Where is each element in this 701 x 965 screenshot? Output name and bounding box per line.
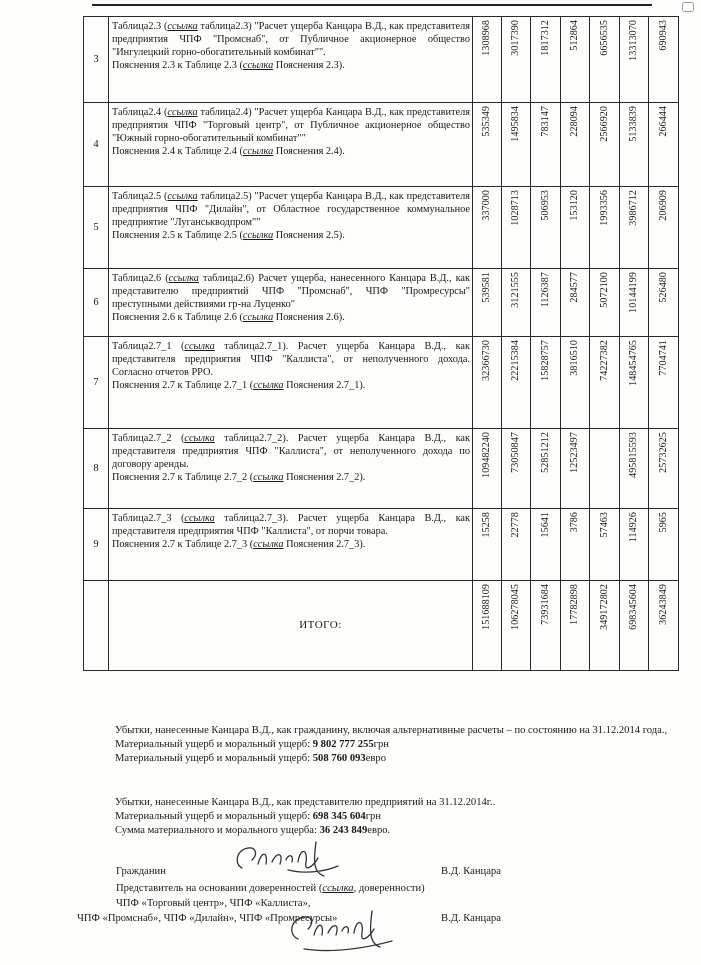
summary-rep-eur (85, 824, 685, 838)
description-text: Пояснения 2.7 к Таблице 2.7_1 ( (112, 380, 254, 392)
description-text: Пояснения 2.3 к Таблице 2.3 ( (112, 60, 243, 72)
value-text: 109482240 (481, 432, 492, 478)
amount-eur: 36 243 849 (319, 825, 368, 836)
value-text: 6656535 (598, 20, 610, 56)
row-description (109, 17, 473, 103)
value-cell (531, 429, 561, 509)
value-text: 228094 (569, 106, 580, 137)
total-value-text: 73931684 (539, 584, 551, 625)
value-cell (649, 509, 679, 581)
value-cell (649, 17, 679, 103)
value-cell (473, 17, 502, 103)
description-text: Пояснения 2.4). (273, 146, 345, 158)
description-text: Пояснения 2.3). (273, 60, 345, 72)
description-text: Пояснения 2.7_1). (283, 380, 366, 392)
value-cell (590, 103, 620, 187)
description-text: таблица2.7_1). Расчет ущерба Канцара В.Д., как представителя предприятия ЧПФ "Каллиста", от неполученного дохода. Согласно отчетов РРО. (112, 341, 470, 379)
reference-link[interactable]: ссылка (167, 107, 198, 118)
description-text: Таблица2.7_3 ( (112, 513, 185, 524)
reference-link[interactable]: ссылка (184, 433, 215, 444)
table-row (84, 103, 679, 187)
summary-citizen (85, 724, 685, 766)
value-text: 73050847 (510, 432, 521, 473)
value-cell (649, 337, 679, 429)
value-text: 32366730 (481, 340, 492, 381)
value-cell (561, 187, 590, 269)
value-cell (590, 17, 620, 103)
label: Материальный ущерб и моральный ущерб: (115, 753, 313, 764)
row-description (109, 187, 473, 269)
rep-text: Представитель на основании доверенностей ( (116, 883, 323, 894)
value-text: 15828757 (539, 340, 551, 381)
value-text: 153120 (569, 190, 580, 221)
value-cell (561, 17, 590, 103)
value-text: 535349 (481, 106, 492, 137)
value-text: 10144199 (628, 272, 639, 313)
value-text: 3816510 (569, 340, 580, 376)
value-text: 1028713 (510, 190, 521, 226)
value-text: 1817312 (539, 20, 551, 56)
value-cell (561, 429, 590, 509)
table-row (84, 509, 679, 581)
description-text: таблица2.7_2). Расчет ущерба Канцара В.Д., как представителя предприятия ЧПФ "Каллиста", от неполученного дохода по договору аренды. (112, 433, 470, 471)
description-text: Таблица2.6 ( (112, 273, 169, 284)
value-text: 1126387 (539, 272, 551, 308)
value-cell (649, 103, 679, 187)
value-cell (590, 337, 620, 429)
rep-text: , доверенности) (353, 883, 425, 894)
description-text: Пояснения 2.6 к Таблице 2.6 ( (112, 312, 243, 324)
row-description (109, 103, 473, 187)
label: Сумма материального и морального ущерба: (115, 825, 320, 836)
value-text: 495815593 (628, 432, 639, 478)
value-text: 5072100 (598, 272, 610, 308)
total-value-text: 106278045 (510, 584, 521, 630)
value-text: 3121555 (510, 272, 521, 308)
unit: грн (373, 739, 389, 750)
description-text: Пояснения 2.7_3). (283, 539, 366, 551)
reference-link[interactable]: ссылка (167, 21, 198, 32)
value-text: 1308968 (481, 20, 492, 56)
total-value-text: 17782898 (569, 584, 580, 625)
value-cell (502, 509, 531, 581)
unit: грн (365, 811, 382, 822)
value-cell (561, 103, 590, 187)
value-cell (473, 103, 502, 187)
citizen-label: Гражданин (116, 866, 166, 877)
reference-link[interactable]: ссылка (168, 273, 199, 284)
row-number: 4 (84, 103, 109, 187)
total-value-cell (531, 581, 561, 671)
value-cell (531, 17, 561, 103)
value-text: 12523497 (569, 432, 580, 473)
top-border-line (92, 4, 652, 6)
description-text: таблица2.3) "Расчет ущерба Канцара В.Д., как представителя предприятия ЧПФ "Промснаб", от Публичное акционерное общество "Ингулецкий горно-обогатительный комбинат"". (112, 21, 470, 59)
value-cell (620, 269, 649, 337)
description-text: Таблица2.7_2 ( (112, 433, 185, 444)
unit: евро. (367, 825, 391, 836)
value-text: 25732625 (657, 432, 669, 473)
value-text: 284577 (569, 272, 580, 303)
row-description (109, 337, 473, 429)
description-text: таблица2.6) Расчет ущерба, нанесенного Канцара В.Д., как представителю предприятий ЧПФ "Промснаб", ЧПФ "Промресурсы" преступными действиями гр-на Луценко" (112, 273, 470, 311)
total-label: ИТОГО: (109, 581, 473, 671)
description-text: Таблица2.5 ( (112, 191, 168, 202)
value-cell (502, 429, 531, 509)
value-text: 15258 (481, 512, 492, 538)
description-text: Таблица2.4 ( (112, 107, 168, 118)
row-number: 9 (84, 509, 109, 581)
reference-link[interactable]: ссылка (253, 472, 284, 484)
reference-link[interactable]: ссылка (184, 513, 215, 524)
value-cell (473, 429, 502, 509)
total-value-cell (590, 581, 620, 671)
description-text: таблица2.7_3). Расчет ущерба Канцара В.Д., как представителя предприятия ЧПФ "Каллиста", от порчи товара. (112, 513, 470, 538)
value-cell (502, 17, 531, 103)
summary-rep-uah (85, 810, 685, 824)
reference-link[interactable]: ссылка (242, 60, 274, 72)
value-text: 539581 (481, 272, 492, 303)
total-value-cell (649, 581, 679, 671)
value-cell (531, 269, 561, 337)
value-cell (590, 509, 620, 581)
value-cell (502, 103, 531, 187)
value-text: 512864 (569, 20, 580, 51)
total-value-cell (620, 581, 649, 671)
value-text: 3786 (569, 512, 580, 533)
description-text: Пояснения 2.7 к Таблице 2.7_3 ( (112, 539, 254, 551)
representative-line (116, 883, 425, 894)
representative-signature (282, 905, 402, 955)
citizen-name: В.Д. Канцара (441, 866, 501, 877)
citizen-signature (228, 838, 348, 884)
total-value-text: 151688109 (481, 584, 492, 630)
value-cell (473, 187, 502, 269)
value-cell (473, 337, 502, 429)
unit: евро (365, 753, 387, 764)
amount-eur: 508 760 093 (312, 753, 366, 764)
summary-representative (85, 796, 685, 838)
description-text: таблица2.4) "Расчет ущерба Канцара В.Д., как представителя предприятия ЧПФ "Торговый центр", от Публичное акционерное общество "Южный горно-обогатительный комбинат"" (112, 107, 470, 145)
representative-companies-1: ЧПФ «Торговый центр», ЧПФ «Каллиста», (116, 898, 311, 909)
value-cell (649, 269, 679, 337)
total-value-cell (561, 581, 590, 671)
reference-link[interactable]: ссылка (253, 380, 284, 392)
value-text: 526480 (657, 272, 669, 303)
value-cell (590, 187, 620, 269)
representative-name: В.Д. Канцара (441, 913, 501, 924)
label: Материальный ущерб и моральный ущерб: (115, 811, 313, 822)
amount-uah: 698 345 604 (312, 811, 366, 822)
value-cell (531, 187, 561, 269)
value-text: 74227382 (598, 340, 610, 381)
value-text: 783147 (539, 106, 551, 137)
summary-rep-heading: Убытки, нанесенные Канцара В.Д., как представителю предприятий на 31.12.2014г.. (115, 797, 496, 808)
value-cell (531, 509, 561, 581)
value-text: 13313070 (628, 20, 639, 61)
value-cell (620, 187, 649, 269)
amount-uah: 9 802 777 255 (312, 739, 374, 750)
row-description (109, 509, 473, 581)
value-cell (649, 429, 679, 509)
value-text: 148454765 (628, 340, 639, 386)
summary-citizen-uah (85, 738, 685, 752)
value-text: 15641 (539, 512, 551, 538)
total-value-cell (502, 581, 531, 671)
value-text: 266444 (657, 106, 669, 137)
value-cell (531, 103, 561, 187)
representative-companies-2: ЧПФ «Промснаб», ЧПФ «Дилайн», ЧПФ «Промресурсы» (77, 913, 338, 924)
description-text: Пояснения 2.7_2). (283, 472, 366, 484)
value-cell (620, 509, 649, 581)
description-text: Таблица2.7_1 ( (112, 341, 185, 352)
value-text: 337000 (481, 190, 492, 221)
label: Материальный ущерб и моральный ущерб: (115, 739, 313, 750)
description-text: таблица2.5) "Расчет ущерба Канцара В.Д., как представителя предприятия ЧПФ "Дилайн", от Областное государственное коммунальное предприятие "Луганськводпром"" (112, 191, 470, 229)
table-row (84, 187, 679, 269)
doverennosti-link[interactable]: ссылка (322, 883, 354, 894)
table-row (84, 269, 679, 337)
value-text: 506953 (539, 190, 551, 221)
value-text: 1495834 (510, 106, 521, 142)
value-text: 22215384 (510, 340, 521, 381)
total-number-cell (84, 581, 109, 671)
row-number: 3 (84, 17, 109, 103)
value-text: 3986712 (628, 190, 639, 226)
value-text: 22778 (510, 512, 521, 538)
value-cell (590, 269, 620, 337)
value-text: 2566920 (598, 106, 610, 142)
value-cell (561, 509, 590, 581)
value-text: 52851212 (539, 432, 551, 473)
table-row (84, 337, 679, 429)
total-row (84, 581, 679, 671)
value-text: 57463 (598, 512, 610, 538)
description-text: Таблица2.3 ( (112, 21, 168, 32)
row-description (109, 269, 473, 337)
reference-link[interactable]: ссылка (167, 191, 198, 202)
value-text: 206909 (657, 190, 669, 221)
table-row (84, 429, 679, 509)
description-text: Пояснения 2.7 к Таблице 2.7_2 ( (112, 472, 254, 484)
value-text: 7704741 (657, 340, 669, 376)
value-cell (620, 103, 649, 187)
total-value-text: 349172802 (598, 584, 610, 630)
row-description (109, 429, 473, 509)
total-value-cell (473, 581, 502, 671)
value-cell (649, 187, 679, 269)
row-number: 5 (84, 187, 109, 269)
row-number: 6 (84, 269, 109, 337)
description-text: Пояснения 2.5). (273, 230, 345, 242)
reference-link[interactable]: ссылка (253, 539, 284, 551)
value-text: 3017390 (510, 20, 521, 56)
value-cell (561, 269, 590, 337)
description-text: Пояснения 2.6). (273, 312, 345, 324)
value-cell (502, 187, 531, 269)
value-text: 5965 (657, 512, 669, 533)
summary-citizen-heading: Убытки, нанесенные Канцара В.Д., как гражданину, включая альтернативные расчеты – по состоянию на 31.12.2014 года., (115, 725, 668, 736)
description-text: Пояснения 2.5 к Таблице 2.5 ( (112, 230, 243, 242)
value-cell (473, 269, 502, 337)
value-cell (620, 337, 649, 429)
total-value-text: 698345604 (628, 584, 639, 630)
value-cell (620, 17, 649, 103)
value-text: 1993356 (598, 190, 610, 226)
total-value-text: 36243849 (657, 584, 669, 625)
row-number: 7 (84, 337, 109, 429)
scan-mark (682, 2, 694, 12)
value-cell (502, 269, 531, 337)
value-cell (561, 337, 590, 429)
value-cell (531, 337, 561, 429)
reference-link[interactable]: ссылка (242, 312, 274, 324)
description-text: Пояснения 2.4 к Таблице 2.4 ( (112, 146, 243, 158)
reference-link[interactable]: ссылка (242, 230, 274, 242)
reference-link[interactable]: ссылка (184, 341, 215, 352)
table-row (84, 17, 679, 103)
summary-citizen-eur (85, 752, 685, 766)
value-text: 114926 (628, 512, 639, 543)
value-cell (590, 429, 620, 509)
value-text: 5133839 (628, 106, 639, 142)
value-text: 690943 (657, 20, 669, 51)
value-cell (473, 509, 502, 581)
value-cell (620, 429, 649, 509)
damages-table (83, 16, 679, 671)
row-number: 8 (84, 429, 109, 509)
reference-link[interactable]: ссылка (242, 146, 274, 158)
value-cell (502, 337, 531, 429)
